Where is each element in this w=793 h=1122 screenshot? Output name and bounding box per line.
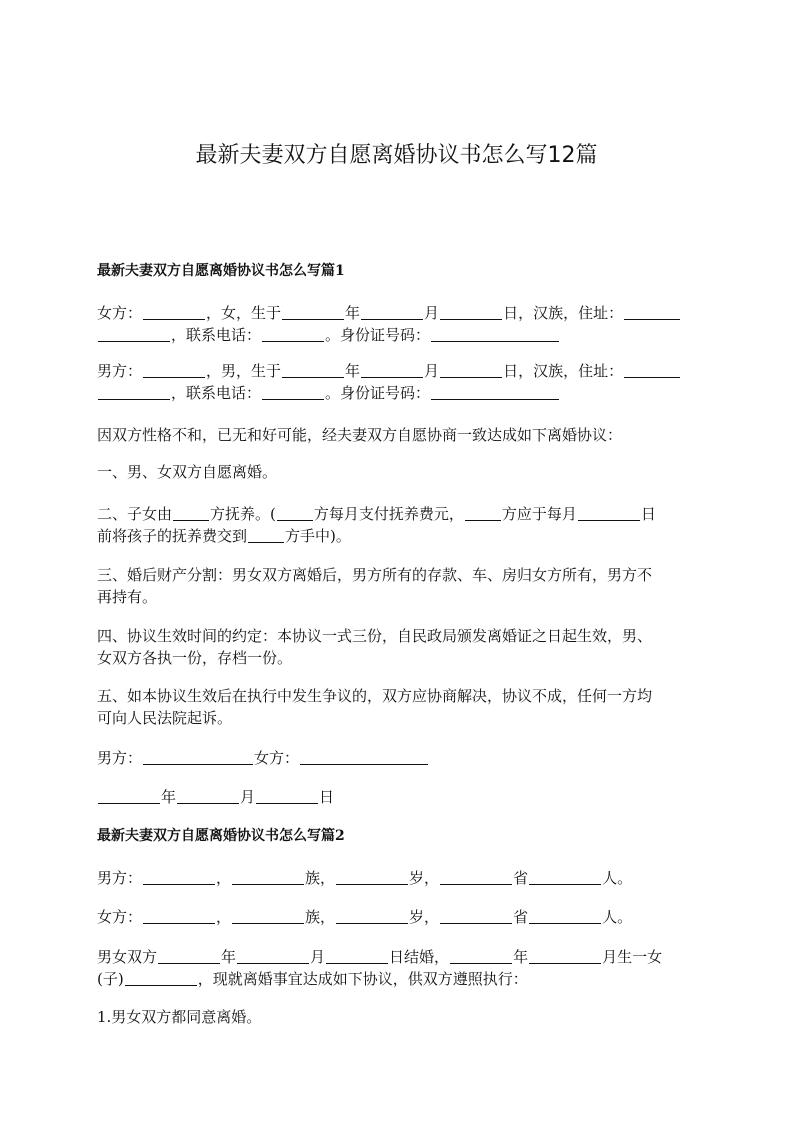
- text: 族，: [305, 869, 336, 887]
- blank[interactable]: [440, 304, 502, 320]
- blank[interactable]: [465, 505, 501, 521]
- section-1-heading: 最新夫妻双方自愿离婚协议书怎么写篇1: [97, 263, 345, 279]
- blank[interactable]: [248, 527, 284, 543]
- male-info-2: [97, 867, 697, 889]
- month-label: 月: [424, 362, 440, 380]
- text: 人。: [602, 869, 633, 887]
- blank[interactable]: [450, 948, 512, 964]
- text: 岁，: [409, 869, 440, 887]
- blank[interactable]: [237, 948, 309, 964]
- text: 月: [240, 788, 256, 806]
- text: 方手中)。: [285, 527, 351, 545]
- blank[interactable]: [143, 869, 215, 885]
- blank[interactable]: [529, 869, 601, 885]
- phone-label: ，联系电话：: [171, 384, 262, 402]
- text: 方每月支付抚养费元，: [313, 505, 464, 523]
- blank[interactable]: [232, 869, 304, 885]
- blank[interactable]: [143, 908, 215, 924]
- item-2: [97, 503, 697, 547]
- blank[interactable]: [98, 788, 160, 804]
- text: 月生一女: [602, 948, 663, 966]
- blank[interactable]: [256, 788, 318, 804]
- blank[interactable]: [336, 908, 408, 924]
- text: ，: [216, 869, 232, 887]
- text: 日: [319, 788, 335, 806]
- text: (子): [97, 970, 124, 988]
- text: 省: [513, 908, 529, 926]
- blank[interactable]: [326, 948, 388, 964]
- blank[interactable]: [177, 788, 239, 804]
- text: ，现就离婚事宜达成如下协议，供双方遵照执行：: [197, 970, 528, 988]
- blank[interactable]: [282, 304, 344, 320]
- blank[interactable]: [431, 326, 559, 342]
- text: 前将孩子的抚养费交到: [97, 527, 248, 545]
- text: 女双方各执一份，存档一份。: [97, 649, 293, 667]
- blank[interactable]: [431, 384, 559, 400]
- text: 人。: [602, 908, 633, 926]
- blank[interactable]: [440, 869, 512, 885]
- text: 男方：: [97, 869, 143, 887]
- text: 日结婚，: [389, 948, 450, 966]
- intro-text: 因双方性格不和，已无和好可能，经夫妻双方自愿协商一致达成如下离婚协议：: [97, 426, 623, 444]
- text: 月: [310, 948, 326, 966]
- year-label: 年: [345, 304, 361, 322]
- text: 年: [221, 948, 237, 966]
- id-label: 。身份证号码：: [325, 326, 431, 344]
- address-label: 日，汉族，住址：: [503, 304, 624, 322]
- item-1: 一、男、女双方自愿离婚。: [97, 463, 278, 481]
- text: 三、婚后财产分割：男女双方离婚后，男方所有的存款、车、房归女方所有，男方不: [97, 566, 653, 584]
- item-4: [97, 625, 697, 669]
- blank[interactable]: [624, 304, 680, 320]
- female-info-2: [97, 906, 697, 928]
- blank[interactable]: [529, 908, 601, 924]
- text: 岁，: [409, 908, 440, 926]
- text: ，: [216, 908, 232, 926]
- item-5: [97, 685, 697, 729]
- blank[interactable]: [173, 505, 209, 521]
- blank[interactable]: [440, 908, 512, 924]
- male-sign-label: 男方：: [97, 749, 143, 767]
- blank[interactable]: [624, 362, 680, 378]
- female-sign-blank[interactable]: [300, 749, 428, 765]
- blank[interactable]: [158, 948, 220, 964]
- blank[interactable]: [578, 505, 640, 521]
- text: 女方：: [97, 908, 143, 926]
- section-2-heading: 最新夫妻双方自愿离婚协议书怎么写篇2: [97, 828, 345, 844]
- address-label: 日，汉族，住址：: [503, 362, 624, 380]
- blank[interactable]: [98, 384, 170, 400]
- text: 方抚养。(: [210, 505, 276, 523]
- blank[interactable]: [336, 869, 408, 885]
- blank[interactable]: [529, 948, 601, 964]
- male-text: ，男，生于: [206, 362, 282, 380]
- page-title: 最新夫妻双方自愿离婚协议书怎么写12篇: [195, 143, 598, 168]
- blank[interactable]: [440, 362, 502, 378]
- female-label: 女方：: [97, 304, 143, 322]
- male-label: 男方：: [97, 362, 143, 380]
- male-sign-blank[interactable]: [143, 749, 253, 765]
- text: 方应于每月: [501, 505, 577, 523]
- blank[interactable]: [262, 384, 324, 400]
- text: 四、协议生效时间的约定：本协议一式三份，自民政局颁发离婚证之日起生效，男、: [97, 627, 653, 645]
- text: 男女双方: [97, 948, 158, 966]
- text: 年: [513, 948, 529, 966]
- text: 族，: [305, 908, 336, 926]
- item-3: [97, 564, 697, 608]
- year-label: 年: [345, 362, 361, 380]
- text: 二、子女由: [97, 505, 173, 523]
- blank[interactable]: [125, 970, 197, 986]
- text: 日: [640, 505, 656, 523]
- phone-label: ，联系电话：: [171, 326, 262, 344]
- male-info: [97, 360, 697, 404]
- signature-line: [97, 747, 697, 769]
- blank[interactable]: [361, 304, 423, 320]
- text: 可向人民法院起诉。: [97, 709, 233, 727]
- blank[interactable]: [262, 326, 324, 342]
- blank-name[interactable]: [143, 304, 205, 320]
- text: 省: [513, 869, 529, 887]
- s2-item-1: 1.男女双方都同意离婚。: [97, 1008, 262, 1026]
- marriage-info: [97, 946, 697, 990]
- text: 再持有。: [97, 588, 158, 606]
- id-label: 。身份证号码：: [325, 384, 431, 402]
- female-sign-label: 女方：: [254, 749, 300, 767]
- text: 年: [161, 788, 177, 806]
- blank-name[interactable]: [143, 362, 205, 378]
- date-line: [97, 786, 697, 808]
- blank[interactable]: [277, 505, 313, 521]
- blank[interactable]: [282, 362, 344, 378]
- female-info: [97, 302, 697, 346]
- blank[interactable]: [232, 908, 304, 924]
- month-label: 月: [424, 304, 440, 322]
- female-text: ，女，生于: [206, 304, 282, 322]
- text: 五、如本协议生效后在执行中发生争议的，双方应协商解决，协议不成，任何一方均: [97, 687, 653, 705]
- blank[interactable]: [361, 362, 423, 378]
- blank[interactable]: [98, 326, 170, 342]
